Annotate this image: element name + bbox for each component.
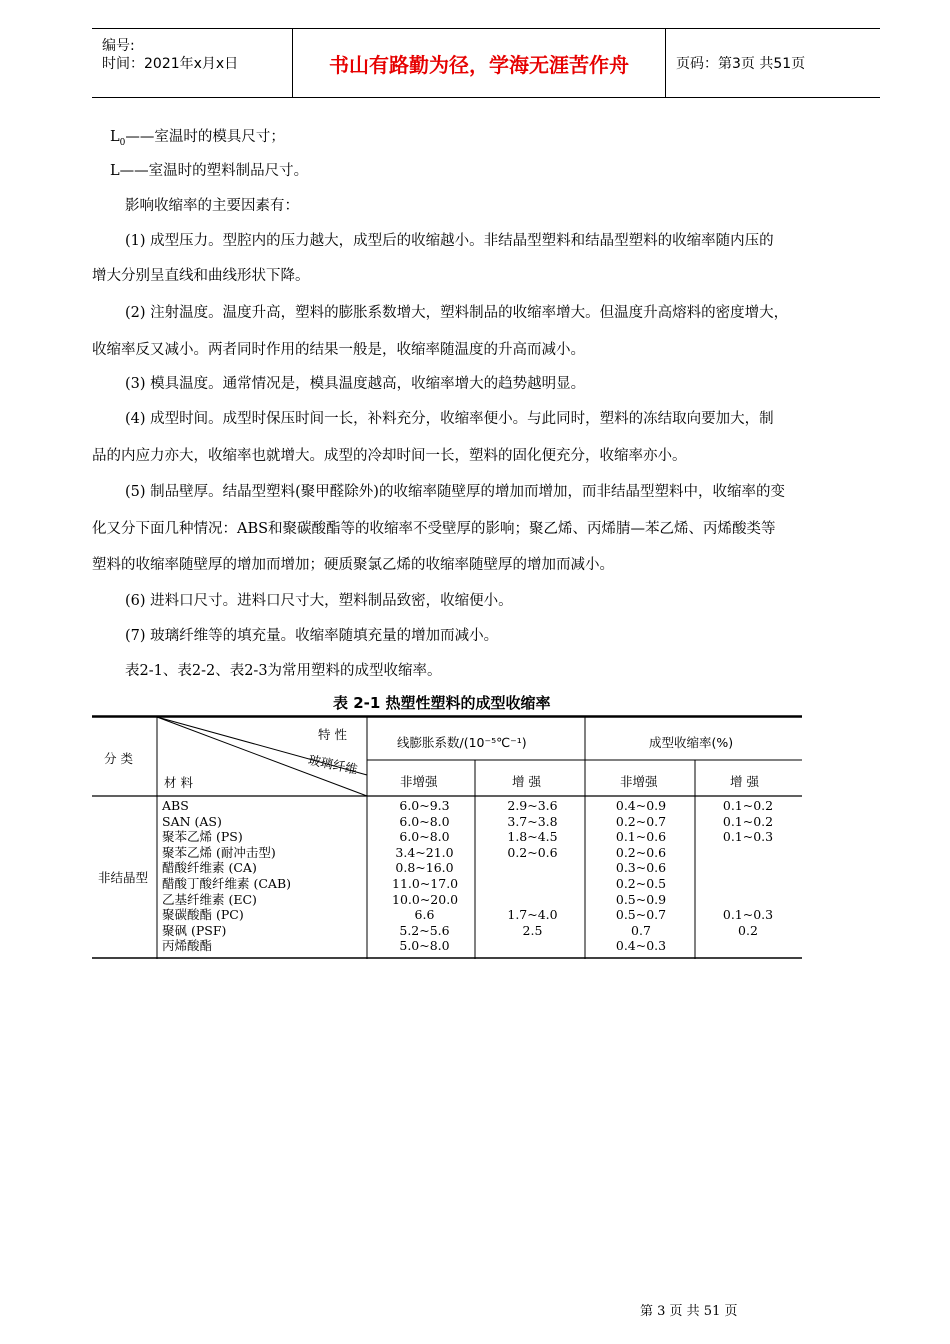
value-cell: 0.2~0.5 [615, 875, 667, 891]
material-cell: 醋酸丁酸纤维素 (CAB) [162, 875, 292, 891]
value-cell: 6.0~8.0 [399, 829, 450, 845]
factor-5-line2: 化又分下面几种情况：ABS和聚碳酸酯等的收缩率不受壁厚的影响；聚乙烯、丙烯腈—苯乙烯、丙烯酸类等 [92, 521, 776, 537]
definition-l0: $L_0——$室温时的模具尺寸； [110, 129, 285, 148]
expansion-reinforced-column [500, 798, 565, 954]
value-cell: 6.0~9.3 [399, 798, 450, 813]
value-cell: 0.1~0.6 [615, 829, 667, 845]
header-page-label: 页码：第3页 共51页 [676, 56, 806, 72]
header-category: 分 类 [104, 751, 133, 766]
value-cell [500, 938, 565, 954]
value-cell: 0.8~16.0 [395, 860, 454, 876]
value-cell: 0.1~0.3 [722, 829, 774, 845]
value-cell [714, 938, 782, 954]
value-cell [714, 876, 782, 892]
header-exp-unreinforced: 非增强 [400, 774, 438, 789]
value-cell [714, 845, 782, 861]
header-shr-unreinforced: 非增强 [620, 774, 658, 789]
material-cell: 醋酸纤维素 (CA) [162, 860, 257, 876]
header-shr-reinforced: 增 强 [730, 774, 759, 789]
value-cell: 0.1~0.2 [722, 798, 774, 813]
material-cell: 聚砜 (PSF) [162, 922, 227, 938]
value-cell: 2.9~3.6 [507, 798, 558, 813]
doc-time-label: 时间：2021年x月x日 [102, 56, 239, 72]
shrinkage-reinforced-column [714, 798, 782, 954]
material-cell: 乙基纤维素 (EC) [162, 891, 257, 907]
value-cell: 11.0~17.0 [392, 875, 459, 891]
value-cell: 6.6 [414, 907, 435, 923]
value-cell: 0.7 [631, 922, 651, 938]
value-cell [714, 860, 782, 876]
value-cell [500, 876, 565, 892]
value-cell: 5.0~8.0 [399, 938, 450, 954]
expansion-unreinforced-column [392, 798, 457, 954]
value-cell: 2.5 [522, 922, 543, 938]
shrinkage-unreinforced-column [607, 798, 675, 954]
factor-2-line1: (2) 注射温度。温度升高，塑料的膨胀系数增大，塑料制品的收缩率增大。但温度升高熔料的密度增大， [125, 305, 789, 321]
material-cell: SAN (AS) [162, 813, 222, 829]
value-cell: 0.3~0.6 [615, 860, 667, 876]
factor-4-line1: (4) 成型时间。成型时保压时间一长，补料充分，收缩率便小。与此同时，塑料的冻结取向要加大，制 [125, 411, 774, 427]
header-expansion: 线膨胀系数/(10⁻⁵℃⁻¹) [397, 735, 527, 750]
page-header [92, 28, 880, 98]
header-info [92, 29, 293, 97]
header-property: 特 性 [318, 727, 347, 742]
factor-5-line1: (5) 制品壁厚。结晶型塑料(聚甲醛除外)的收缩率随壁厚的增加而增加，而非结晶型塑料中，收缩率的变 [125, 484, 785, 500]
material-cell: 丙烯酸酯 [162, 938, 213, 954]
factor-4-line2: 品的内应力亦大，收缩率也就增大。成型的冷却时间一长，塑料的固化便充分，收缩率亦小。 [92, 448, 687, 464]
header-shrinkage: 成型收缩率(%) [649, 735, 734, 750]
material-cell: 聚苯乙烯 (PS) [162, 829, 243, 845]
value-cell: 0.1~0.2 [722, 813, 774, 829]
value-cell: 0.1~0.3 [722, 907, 774, 923]
table-reference: 表2-1、表2-2、表2-3为常用塑料的成型收缩率。 [125, 663, 442, 679]
factor-2-line2: 收缩率反又减小。两者同时作用的结果一般是，收缩率随温度的升高而减小。 [92, 342, 585, 358]
header-exp-reinforced: 增 强 [512, 774, 541, 789]
value-cell: 0.5~0.9 [615, 891, 667, 907]
doc-number-label: 编号: [102, 38, 135, 54]
page-footer: 第 3 页 共 51 页 [640, 1304, 738, 1319]
value-cell: 0.2~0.7 [615, 813, 667, 829]
material-cell: 聚苯乙烯 (耐冲击型) [162, 844, 276, 860]
intro-paragraph: 影响收缩率的主要因素有： [125, 198, 299, 214]
value-cell: 0.2~0.6 [507, 844, 558, 860]
factor-7: (7) 玻璃纤维等的填充量。收缩率随填充量的增加而减小。 [125, 628, 499, 644]
value-cell: 3.4~21.0 [395, 844, 454, 860]
value-cell: 5.2~5.6 [399, 922, 450, 938]
header-material: 材 料 [164, 775, 193, 790]
materials-column [162, 798, 291, 954]
value-cell: 10.0~20.0 [392, 891, 459, 907]
value-cell: 0.2 [738, 922, 758, 938]
shrinkage-table [92, 715, 802, 959]
factor-5-line3: 塑料的收缩率随壁厚的增加而增加；硬质聚氯乙烯的收缩率随壁厚的增加而减小。 [92, 557, 614, 573]
category-amorphous: 非结晶型 [98, 870, 149, 885]
value-cell: 1.8~4.5 [507, 829, 558, 845]
factor-6: (6) 进料口尺寸。进料口尺寸大，塑料制品致密，收缩便小。 [125, 593, 513, 609]
value-cell [714, 892, 782, 908]
value-cell: 0.2~0.6 [615, 844, 667, 860]
value-cell: 3.7~3.8 [507, 813, 558, 829]
header-glass-fiber: 玻璃纤维 [306, 751, 359, 778]
material-cell: 聚碳酸酯 (PC) [162, 907, 244, 923]
value-cell: 6.0~8.0 [399, 813, 450, 829]
value-cell [500, 860, 565, 876]
value-cell [500, 892, 565, 908]
factor-3: (3) 模具温度。通常情况是，模具温度越高，收缩率增大的趋势越明显。 [125, 376, 586, 392]
definition-l: L——室温时的塑料制品尺寸。 [110, 163, 309, 179]
table-title: 表 2-1 热塑性塑料的成型收缩率 [333, 694, 551, 712]
header-motto: 书山有路勤为径，学海无涯苦作舟 [293, 29, 666, 97]
value-cell: 0.5~0.7 [615, 907, 667, 923]
value-cell: 1.7~4.0 [507, 907, 558, 923]
factor-1-line2: 增大分别呈直线和曲线形状下降。 [92, 268, 310, 284]
material-cell: ABS [162, 798, 189, 813]
value-cell: 0.4~0.3 [615, 938, 667, 954]
value-cell: 0.4~0.9 [615, 798, 667, 813]
factor-1-line1: (1) 成型压力。型腔内的压力越大，成型后的收缩越小。非结晶型塑料和结晶型塑料的收缩率随内压的 [125, 233, 774, 249]
